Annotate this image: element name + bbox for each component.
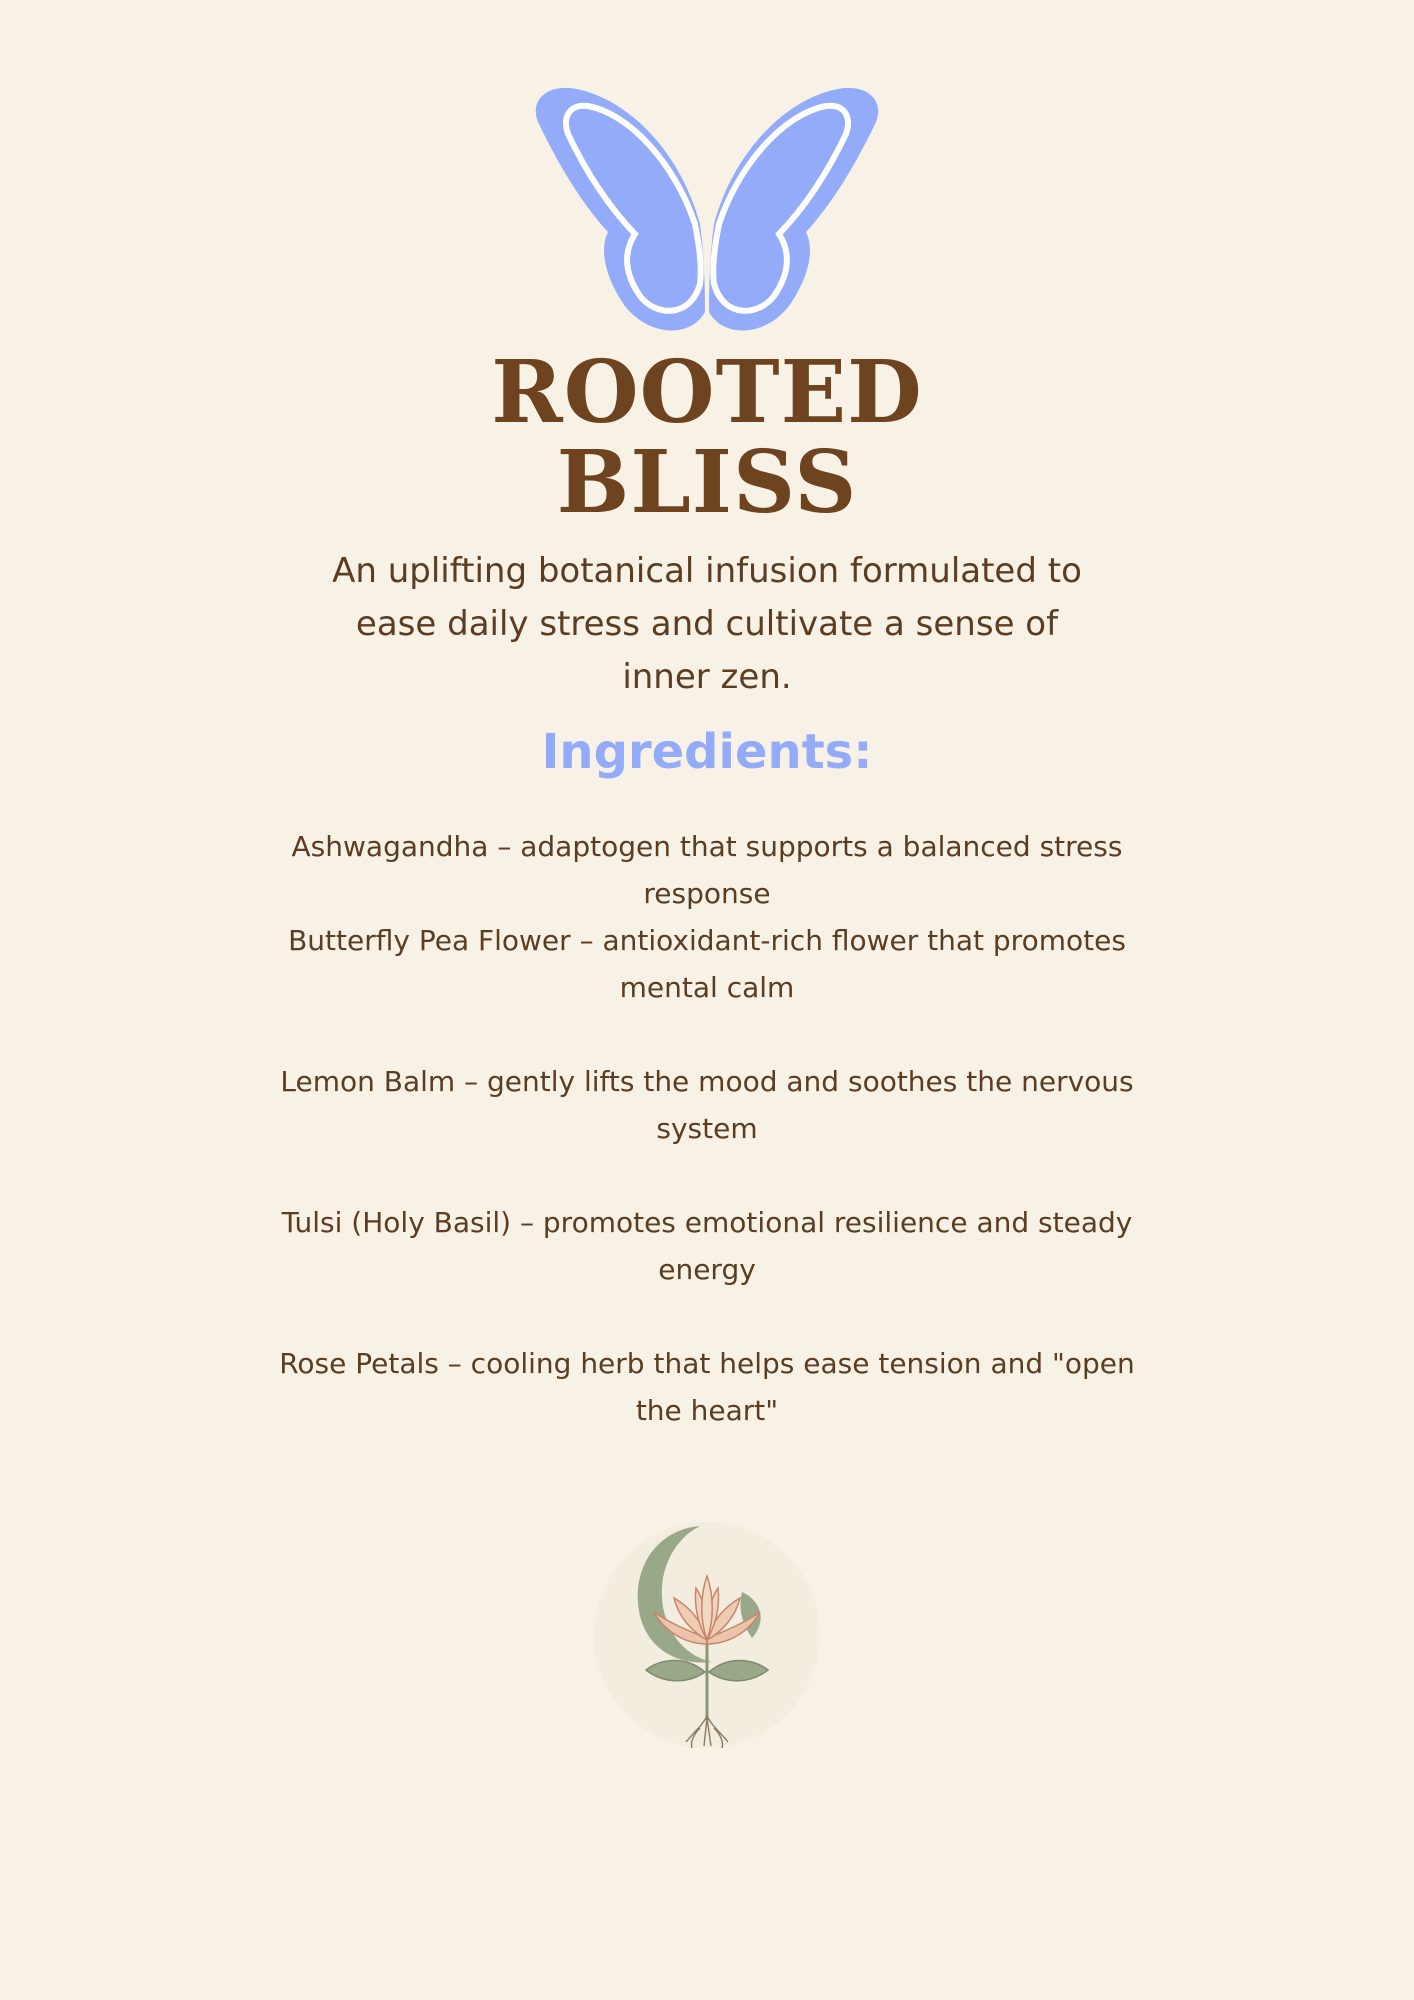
ingredient-item: Rose Petals – cooling herb that helps ease tension and "open the heart"	[279, 1347, 1135, 1427]
ingredient-item: Butterfly Pea Flower – antioxidant-rich flower that promotes mental calm	[288, 924, 1126, 1004]
ingredient-item: Lemon Balm – gently lifts the mood and soothes the nervous system	[280, 1065, 1134, 1145]
butterfly-icon	[530, 84, 884, 340]
ingredient-item: Ashwagandha – adaptogen that supports a balanced stress response	[291, 830, 1123, 910]
ingredient-item: Tulsi (Holy Basil) – promotes emotional resilience and steady energy	[281, 1206, 1133, 1286]
moon-lotus-icon	[592, 1520, 822, 1750]
brand-title-line2: BLISS	[556, 432, 858, 533]
ingredients-list	[262, 823, 1152, 1434]
brand-title-line1: ROOTED	[491, 342, 923, 443]
tagline: An uplifting botanical infusion formulated to ease daily stress and cultivate a sense of inner zen.	[332, 551, 1082, 697]
ingredients-heading: Ingredients:	[541, 724, 873, 780]
